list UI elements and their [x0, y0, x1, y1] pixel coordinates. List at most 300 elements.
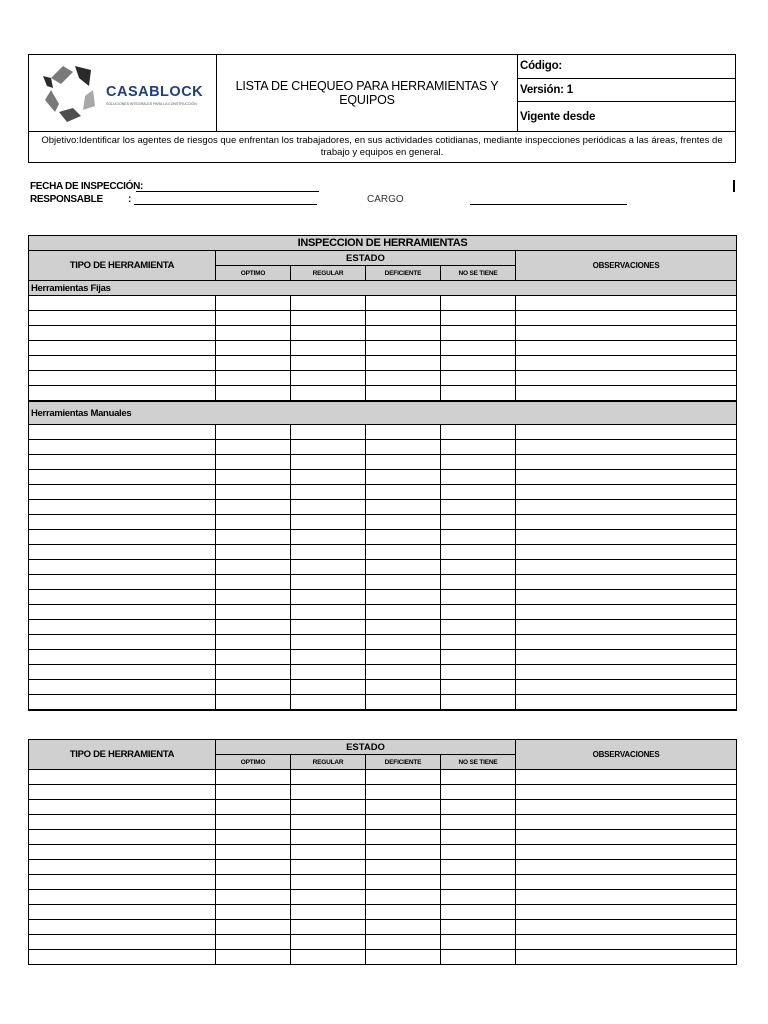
- cell-deficiente[interactable]: [366, 620, 441, 635]
- cell-tipo[interactable]: [29, 590, 216, 605]
- cell-optimo[interactable]: [216, 296, 291, 311]
- table-row: [29, 560, 737, 575]
- vigente-label: Vigente desde: [518, 102, 736, 132]
- cell-regular[interactable]: [291, 425, 366, 440]
- table-row: [29, 920, 737, 935]
- cell-regular[interactable]: [291, 440, 366, 455]
- cell-tipo[interactable]: [29, 371, 216, 386]
- cell-no-se-tiene[interactable]: [441, 440, 516, 455]
- cell-optimo[interactable]: [216, 530, 291, 545]
- col-regular: REGULAR: [291, 755, 366, 770]
- cell-optimo[interactable]: [216, 770, 291, 785]
- version-label: Versión: 1: [518, 78, 736, 102]
- cell-no-se-tiene[interactable]: [441, 905, 516, 920]
- cell-observaciones[interactable]: [516, 920, 737, 935]
- cell-no-se-tiene[interactable]: [441, 605, 516, 620]
- cell-tipo[interactable]: [29, 545, 216, 560]
- table-row: [29, 485, 737, 500]
- cell-regular[interactable]: [291, 905, 366, 920]
- cell-regular[interactable]: [291, 605, 366, 620]
- cell-tipo[interactable]: [29, 356, 216, 371]
- cell-deficiente[interactable]: [366, 875, 441, 890]
- table-row: [29, 440, 737, 455]
- cell-tipo[interactable]: [29, 935, 216, 950]
- cell-no-se-tiene[interactable]: [441, 650, 516, 665]
- cell-deficiente[interactable]: [366, 890, 441, 905]
- cell-observaciones[interactable]: [516, 311, 737, 326]
- cell-regular[interactable]: [291, 311, 366, 326]
- cell-no-se-tiene[interactable]: [441, 311, 516, 326]
- cell-deficiente[interactable]: [366, 935, 441, 950]
- cell-regular[interactable]: [291, 530, 366, 545]
- cell-observaciones[interactable]: [516, 935, 737, 950]
- table-row: [29, 341, 737, 356]
- table-row: [29, 815, 737, 830]
- cell-observaciones[interactable]: [516, 785, 737, 800]
- cell-no-se-tiene[interactable]: [441, 665, 516, 680]
- col-observaciones: OBSERVACIONES: [516, 251, 737, 281]
- cell-no-se-tiene[interactable]: [441, 950, 516, 965]
- cell-tipo[interactable]: [29, 455, 216, 470]
- cell-no-se-tiene[interactable]: [441, 620, 516, 635]
- cell-optimo[interactable]: [216, 311, 291, 326]
- cell-deficiente[interactable]: [366, 575, 441, 590]
- cell-observaciones[interactable]: [516, 845, 737, 860]
- cell-optimo[interactable]: [216, 800, 291, 815]
- cell-tipo[interactable]: [29, 530, 216, 545]
- cell-regular[interactable]: [291, 455, 366, 470]
- cell-deficiente[interactable]: [366, 515, 441, 530]
- cell-deficiente[interactable]: [366, 485, 441, 500]
- cell-tipo[interactable]: [29, 635, 216, 650]
- cell-deficiente[interactable]: [366, 665, 441, 680]
- section-herramientas-fijas: Herramientas Fijas: [29, 281, 737, 296]
- cell-tipo[interactable]: [29, 845, 216, 860]
- cell-regular[interactable]: [291, 485, 366, 500]
- cell-deficiente[interactable]: [366, 500, 441, 515]
- cell-optimo[interactable]: [216, 620, 291, 635]
- cell-optimo[interactable]: [216, 575, 291, 590]
- cell-regular[interactable]: [291, 770, 366, 785]
- table-row: [29, 860, 737, 875]
- col-tipo-herramienta: TIPO DE HERRAMIENTA: [29, 251, 216, 281]
- cell-optimo[interactable]: [216, 650, 291, 665]
- table-row: [29, 785, 737, 800]
- cell-observaciones[interactable]: [516, 890, 737, 905]
- col-estado: ESTADO: [216, 740, 516, 755]
- cell-observaciones[interactable]: [516, 530, 737, 545]
- cell-no-se-tiene[interactable]: [441, 425, 516, 440]
- cell-observaciones[interactable]: [516, 680, 737, 695]
- cell-deficiente[interactable]: [366, 950, 441, 965]
- cell-regular[interactable]: [291, 575, 366, 590]
- cell-no-se-tiene[interactable]: [441, 575, 516, 590]
- col-optimo: OPTIMO: [216, 266, 291, 281]
- col-tipo-herramienta: TIPO DE HERRAMIENTA: [29, 740, 216, 770]
- cell-optimo[interactable]: [216, 425, 291, 440]
- cell-regular[interactable]: [291, 695, 366, 711]
- cell-observaciones[interactable]: [516, 386, 737, 402]
- cell-tipo[interactable]: [29, 605, 216, 620]
- cell-observaciones[interactable]: [516, 815, 737, 830]
- cell-no-se-tiene[interactable]: [441, 785, 516, 800]
- cell-tipo[interactable]: [29, 665, 216, 680]
- cell-regular[interactable]: [291, 845, 366, 860]
- cell-tipo[interactable]: [29, 920, 216, 935]
- cell-no-se-tiene[interactable]: [441, 545, 516, 560]
- cell-deficiente[interactable]: [366, 311, 441, 326]
- cell-optimo[interactable]: [216, 386, 291, 402]
- cell-regular[interactable]: [291, 500, 366, 515]
- cell-observaciones[interactable]: [516, 356, 737, 371]
- cell-no-se-tiene[interactable]: [441, 326, 516, 341]
- cell-tipo[interactable]: [29, 560, 216, 575]
- cell-observaciones[interactable]: [516, 905, 737, 920]
- cell-tipo[interactable]: [29, 860, 216, 875]
- cell-no-se-tiene[interactable]: [441, 485, 516, 500]
- table-row: [29, 890, 737, 905]
- table-row: [29, 650, 737, 665]
- cell-observaciones[interactable]: [516, 830, 737, 845]
- cell-optimo[interactable]: [216, 485, 291, 500]
- cell-deficiente[interactable]: [366, 341, 441, 356]
- cell-regular[interactable]: [291, 560, 366, 575]
- cell-observaciones[interactable]: [516, 620, 737, 635]
- table-row: [29, 470, 737, 485]
- cell-tipo[interactable]: [29, 680, 216, 695]
- cell-tipo[interactable]: [29, 950, 216, 965]
- cell-deficiente[interactable]: [366, 440, 441, 455]
- cell-regular[interactable]: [291, 545, 366, 560]
- cell-tipo[interactable]: [29, 341, 216, 356]
- cell-regular[interactable]: [291, 860, 366, 875]
- col-deficiente: DEFICIENTE: [366, 755, 441, 770]
- cell-no-se-tiene[interactable]: [441, 875, 516, 890]
- cell-observaciones[interactable]: [516, 500, 737, 515]
- cell-optimo[interactable]: [216, 680, 291, 695]
- cell-optimo[interactable]: [216, 695, 291, 711]
- fecha-field[interactable]: [136, 191, 319, 192]
- cell-no-se-tiene[interactable]: [441, 455, 516, 470]
- codigo-label: Código:: [518, 55, 736, 79]
- brand-tagline: SOLUCIONES INTEGRALES PARA LA CONSTRUCCIÓN: [106, 102, 197, 106]
- cell-optimo[interactable]: [216, 785, 291, 800]
- table-row: [29, 830, 737, 845]
- cell-deficiente[interactable]: [366, 815, 441, 830]
- cell-tipo[interactable]: [29, 500, 216, 515]
- cell-deficiente[interactable]: [366, 296, 441, 311]
- cell-deficiente[interactable]: [366, 356, 441, 371]
- cell-regular[interactable]: [291, 815, 366, 830]
- cargo-field[interactable]: [470, 204, 627, 205]
- cell-observaciones[interactable]: [516, 605, 737, 620]
- cell-optimo[interactable]: [216, 860, 291, 875]
- cell-optimo[interactable]: [216, 326, 291, 341]
- cell-tipo[interactable]: [29, 875, 216, 890]
- table-row: [29, 296, 737, 311]
- cell-optimo[interactable]: [216, 371, 291, 386]
- cell-observaciones[interactable]: [516, 485, 737, 500]
- cell-deficiente[interactable]: [366, 326, 441, 341]
- cell-no-se-tiene[interactable]: [441, 860, 516, 875]
- cell-no-se-tiene[interactable]: [441, 920, 516, 935]
- table-row: [29, 905, 737, 920]
- col-optimo: OPTIMO: [216, 755, 291, 770]
- table-row: [29, 356, 737, 371]
- cell-deficiente[interactable]: [366, 650, 441, 665]
- cell-deficiente[interactable]: [366, 905, 441, 920]
- cell-observaciones[interactable]: [516, 695, 737, 711]
- cell-no-se-tiene[interactable]: [441, 386, 516, 402]
- cell-optimo[interactable]: [216, 341, 291, 356]
- cell-tipo[interactable]: [29, 470, 216, 485]
- cell-no-se-tiene[interactable]: [441, 830, 516, 845]
- table-row: [29, 545, 737, 560]
- cell-deficiente[interactable]: [366, 695, 441, 711]
- cell-no-se-tiene[interactable]: [441, 935, 516, 950]
- casablock-logo-icon: [39, 60, 103, 126]
- logo-cell: [29, 55, 217, 132]
- table-row: [29, 590, 737, 605]
- cell-optimo[interactable]: [216, 935, 291, 950]
- cell-no-se-tiene[interactable]: [441, 770, 516, 785]
- table-row: [29, 620, 737, 635]
- cell-optimo[interactable]: [216, 500, 291, 515]
- cell-deficiente[interactable]: [366, 785, 441, 800]
- cell-regular[interactable]: [291, 890, 366, 905]
- col-deficiente: DEFICIENTE: [366, 266, 441, 281]
- cell-no-se-tiene[interactable]: [441, 635, 516, 650]
- table-row: [29, 845, 737, 860]
- cell-no-se-tiene[interactable]: [441, 815, 516, 830]
- cell-tipo[interactable]: [29, 695, 216, 711]
- cell-no-se-tiene[interactable]: [441, 800, 516, 815]
- cargo-label: CARGO: [367, 194, 404, 205]
- cell-regular[interactable]: [291, 950, 366, 965]
- cell-deficiente[interactable]: [366, 386, 441, 402]
- cell-tipo[interactable]: [29, 815, 216, 830]
- document-header: [28, 54, 736, 163]
- cell-regular[interactable]: [291, 326, 366, 341]
- cell-observaciones[interactable]: [516, 545, 737, 560]
- cell-no-se-tiene[interactable]: [441, 560, 516, 575]
- cell-deficiente[interactable]: [366, 545, 441, 560]
- cell-optimo[interactable]: [216, 515, 291, 530]
- cell-regular[interactable]: [291, 590, 366, 605]
- cell-optimo[interactable]: [216, 605, 291, 620]
- cell-deficiente[interactable]: [366, 470, 441, 485]
- cell-optimo[interactable]: [216, 950, 291, 965]
- cell-deficiente[interactable]: [366, 800, 441, 815]
- cell-regular[interactable]: [291, 830, 366, 845]
- cell-observaciones[interactable]: [516, 425, 737, 440]
- cell-no-se-tiene[interactable]: [441, 695, 516, 711]
- cell-observaciones[interactable]: [516, 341, 737, 356]
- cell-no-se-tiene[interactable]: [441, 356, 516, 371]
- table-row: [29, 800, 737, 815]
- cell-regular[interactable]: [291, 680, 366, 695]
- cell-deficiente[interactable]: [366, 830, 441, 845]
- cell-regular[interactable]: [291, 665, 366, 680]
- table-row: [29, 770, 737, 785]
- cell-no-se-tiene[interactable]: [441, 296, 516, 311]
- cell-regular[interactable]: [291, 386, 366, 402]
- cell-deficiente[interactable]: [366, 371, 441, 386]
- col-estado: ESTADO: [216, 251, 516, 266]
- cell-deficiente[interactable]: [366, 680, 441, 695]
- cell-tipo[interactable]: [29, 311, 216, 326]
- brand-name: CASABLOCK: [106, 84, 204, 100]
- cell-optimo[interactable]: [216, 356, 291, 371]
- cell-tipo[interactable]: [29, 800, 216, 815]
- cell-observaciones[interactable]: [516, 875, 737, 890]
- cell-tipo[interactable]: [29, 620, 216, 635]
- cell-no-se-tiene[interactable]: [441, 500, 516, 515]
- cell-optimo[interactable]: [216, 440, 291, 455]
- cell-optimo[interactable]: [216, 560, 291, 575]
- inspection-table: [28, 235, 737, 711]
- cell-tipo[interactable]: [29, 515, 216, 530]
- cell-regular[interactable]: [291, 371, 366, 386]
- cell-observaciones[interactable]: [516, 950, 737, 965]
- cell-regular[interactable]: [291, 620, 366, 635]
- col-observaciones: OBSERVACIONES: [516, 740, 737, 770]
- cell-tipo[interactable]: [29, 296, 216, 311]
- cell-no-se-tiene[interactable]: [441, 890, 516, 905]
- table-row: [29, 530, 737, 545]
- cell-tipo[interactable]: [29, 890, 216, 905]
- table-row: [29, 425, 737, 440]
- fecha-label: FECHA DE INSPECCIÓN:: [30, 181, 144, 192]
- col-regular: REGULAR: [291, 266, 366, 281]
- cell-optimo[interactable]: [216, 545, 291, 560]
- cell-deficiente[interactable]: [366, 635, 441, 650]
- cell-observaciones[interactable]: [516, 296, 737, 311]
- cell-optimo[interactable]: [216, 920, 291, 935]
- objetivo-text: Objetivo:Identificar los agentes de riesgos que enfrentan los trabajadores, en sus actividades cotidianas, mediante inspecciones periódicas a las áreas, frentes de trabajo y equipos en general.: [29, 132, 736, 163]
- cell-regular[interactable]: [291, 470, 366, 485]
- table-row: [29, 680, 737, 695]
- cell-optimo[interactable]: [216, 830, 291, 845]
- cell-observaciones[interactable]: [516, 860, 737, 875]
- cell-tipo[interactable]: [29, 386, 216, 402]
- cell-regular[interactable]: [291, 785, 366, 800]
- cell-no-se-tiene[interactable]: [441, 515, 516, 530]
- cell-no-se-tiene[interactable]: [441, 845, 516, 860]
- table-row: [29, 875, 737, 890]
- cell-deficiente[interactable]: [366, 455, 441, 470]
- cell-observaciones[interactable]: [516, 470, 737, 485]
- table-row: [29, 311, 737, 326]
- cell-observaciones[interactable]: [516, 515, 737, 530]
- cell-regular[interactable]: [291, 935, 366, 950]
- cell-regular[interactable]: [291, 356, 366, 371]
- table-row: [29, 665, 737, 680]
- cell-deficiente[interactable]: [366, 530, 441, 545]
- cell-tipo[interactable]: [29, 650, 216, 665]
- table-row: [29, 635, 737, 650]
- cell-optimo[interactable]: [216, 635, 291, 650]
- table-caption: INSPECCION DE HERRAMIENTAS: [29, 236, 737, 251]
- cell-optimo[interactable]: [216, 590, 291, 605]
- table-row: [29, 455, 737, 470]
- table-row: [29, 326, 737, 341]
- cell-tipo[interactable]: [29, 575, 216, 590]
- cell-tipo[interactable]: [29, 440, 216, 455]
- responsable-field[interactable]: [134, 204, 317, 205]
- cell-observaciones[interactable]: [516, 575, 737, 590]
- table-row: [29, 500, 737, 515]
- cell-tipo[interactable]: [29, 830, 216, 845]
- cell-no-se-tiene[interactable]: [441, 341, 516, 356]
- cell-regular[interactable]: [291, 341, 366, 356]
- cell-no-se-tiene[interactable]: [441, 590, 516, 605]
- cell-deficiente[interactable]: [366, 590, 441, 605]
- cell-optimo[interactable]: [216, 665, 291, 680]
- cell-regular[interactable]: [291, 650, 366, 665]
- cell-deficiente[interactable]: [366, 845, 441, 860]
- document-title: LISTA DE CHEQUEO PARA HERRAMIENTAS Y EQUIPOS: [217, 55, 518, 132]
- cell-regular[interactable]: [291, 875, 366, 890]
- cell-optimo[interactable]: [216, 845, 291, 860]
- cell-tipo[interactable]: [29, 770, 216, 785]
- cell-optimo[interactable]: [216, 815, 291, 830]
- cell-deficiente[interactable]: [366, 860, 441, 875]
- cell-observaciones[interactable]: [516, 650, 737, 665]
- cell-tipo[interactable]: [29, 785, 216, 800]
- col-no-se-tiene: NO SE TIENE: [441, 266, 516, 281]
- cell-observaciones[interactable]: [516, 455, 737, 470]
- cell-observaciones[interactable]: [516, 800, 737, 815]
- cell-optimo[interactable]: [216, 905, 291, 920]
- cell-tipo[interactable]: [29, 326, 216, 341]
- cell-observaciones[interactable]: [516, 590, 737, 605]
- cell-regular[interactable]: [291, 800, 366, 815]
- cell-deficiente[interactable]: [366, 770, 441, 785]
- cell-deficiente[interactable]: [366, 560, 441, 575]
- cell-regular[interactable]: [291, 515, 366, 530]
- cell-observaciones[interactable]: [516, 440, 737, 455]
- cell-observaciones[interactable]: [516, 371, 737, 386]
- cell-no-se-tiene[interactable]: [441, 470, 516, 485]
- cell-observaciones[interactable]: [516, 665, 737, 680]
- cell-no-se-tiene[interactable]: [441, 371, 516, 386]
- cell-deficiente[interactable]: [366, 605, 441, 620]
- cell-observaciones[interactable]: [516, 560, 737, 575]
- cell-tipo[interactable]: [29, 905, 216, 920]
- col-no-se-tiene: NO SE TIENE: [441, 755, 516, 770]
- cell-deficiente[interactable]: [366, 920, 441, 935]
- inspection-table-2: [28, 739, 737, 965]
- table-row: [29, 935, 737, 950]
- cell-tipo[interactable]: [29, 425, 216, 440]
- cell-optimo[interactable]: [216, 470, 291, 485]
- cell-optimo[interactable]: [216, 455, 291, 470]
- cell-observaciones[interactable]: [516, 770, 737, 785]
- responsable-label: RESPONSABLE: [30, 194, 103, 205]
- cell-regular[interactable]: [291, 920, 366, 935]
- cell-optimo[interactable]: [216, 890, 291, 905]
- cell-observaciones[interactable]: [516, 635, 737, 650]
- cell-tipo[interactable]: [29, 485, 216, 500]
- cell-no-se-tiene[interactable]: [441, 530, 516, 545]
- cell-regular[interactable]: [291, 635, 366, 650]
- cell-optimo[interactable]: [216, 875, 291, 890]
- cell-regular[interactable]: [291, 296, 366, 311]
- cell-observaciones[interactable]: [516, 326, 737, 341]
- cell-deficiente[interactable]: [366, 425, 441, 440]
- cell-no-se-tiene[interactable]: [441, 680, 516, 695]
